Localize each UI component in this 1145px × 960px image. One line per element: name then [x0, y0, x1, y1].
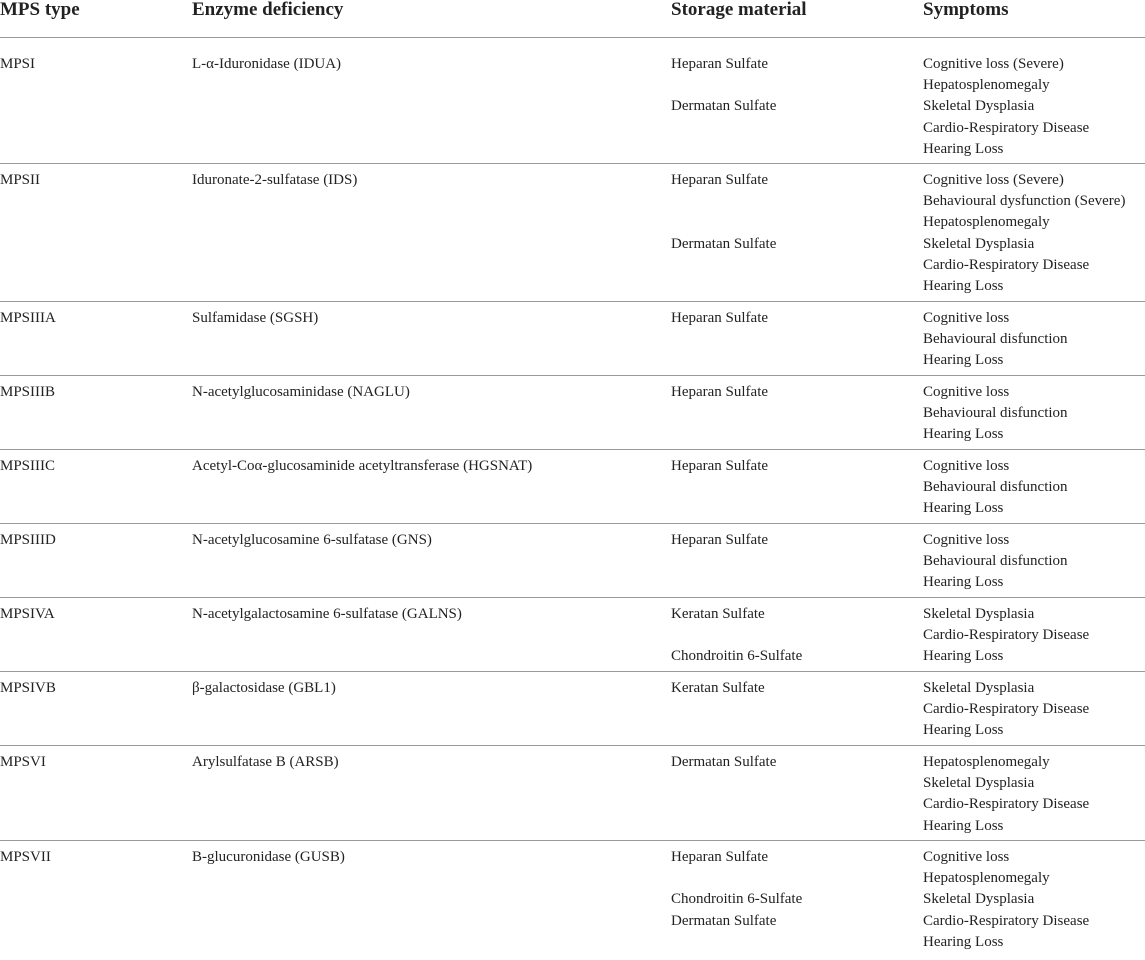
symptom-line: Skeletal Dysplasia	[923, 606, 1035, 622]
symptoms-cell	[923, 308, 1068, 372]
symptom-line: Hearing Loss	[923, 140, 1004, 157]
mps-type-cell: MPSIIIC	[0, 458, 56, 474]
storage-material-line: Chondroitin 6-Sulfate	[671, 891, 803, 908]
symptom-line: Hearing Loss	[923, 426, 1004, 443]
enzyme-deficiency-cell: β-galactosidase (GBL1)	[192, 680, 336, 696]
mps-type-cell: MPSIIID	[0, 532, 56, 548]
mps-type-cell: MPSI	[0, 56, 36, 72]
mps-type-cell: MPSIIIB	[0, 384, 56, 400]
symptom-line: Cardio-Respiratory Disease	[923, 912, 1090, 929]
symptoms-cell	[923, 456, 1068, 520]
symptom-line: Cardio-Respiratory Disease	[923, 796, 1090, 813]
row-separator	[0, 449, 1145, 450]
storage-material-line: Dermatan Sulfate	[671, 912, 777, 929]
symptoms-cell	[923, 847, 1089, 953]
symptom-line: Hearing Loss	[923, 933, 1004, 950]
symptom-line: Cognitive loss	[923, 458, 1010, 474]
mps-type-cell: MPSIVA	[0, 606, 55, 622]
storage-material-cell	[671, 54, 776, 118]
row-separator	[0, 163, 1145, 164]
symptom-line: Skeletal Dysplasia	[923, 680, 1035, 696]
symptoms-cell	[923, 382, 1068, 446]
symptoms-cell	[923, 604, 1089, 668]
storage-material-line: Dermatan Sulfate	[671, 98, 777, 115]
symptom-line: Cognitive loss	[923, 384, 1010, 400]
storage-material-cell	[671, 604, 802, 668]
row-separator	[0, 301, 1145, 302]
symptom-line: Behavioural disfunction	[923, 479, 1068, 496]
symptom-line: Behavioural disfunction	[923, 553, 1068, 570]
row-separator	[0, 523, 1145, 524]
storage-material-line: Heparan Sulfate	[671, 56, 769, 72]
mps-type-cell: MPSIVB	[0, 680, 56, 696]
symptom-line: Skeletal Dysplasia	[923, 775, 1035, 792]
mps-type-cell: MPSII	[0, 172, 41, 188]
storage-material-line	[671, 191, 776, 212]
symptoms-cell	[923, 678, 1089, 742]
storage-material-line: Heparan Sulfate	[671, 310, 769, 326]
mps-type-cell: MPSVII	[0, 849, 51, 865]
symptoms-cell	[923, 530, 1068, 594]
storage-material-cell	[671, 382, 768, 403]
symptom-line: Cognitive loss (Severe)	[923, 56, 1064, 72]
enzyme-deficiency-cell: Arylsulfatase B (ARSB)	[192, 754, 339, 770]
storage-material-line: Chondroitin 6-Sulfate	[671, 648, 803, 665]
symptom-line: Hepatosplenomegaly	[923, 870, 1050, 887]
storage-material-line: Heparan Sulfate	[671, 458, 769, 474]
symptom-line: Cardio-Respiratory Disease	[923, 701, 1090, 718]
enzyme-deficiency-cell: N-acetylglucosaminidase (NAGLU)	[192, 384, 410, 400]
storage-material-line: Heparan Sulfate	[671, 172, 769, 188]
symptoms-cell	[923, 170, 1125, 297]
storage-material-line	[671, 625, 802, 646]
symptom-line: Cognitive loss	[923, 310, 1010, 326]
storage-material-line: Heparan Sulfate	[671, 849, 769, 865]
header-storage-material: Storage material	[671, 0, 807, 20]
storage-material-line: Keratan Sulfate	[671, 680, 765, 696]
symptom-line: Cardio-Respiratory Disease	[923, 256, 1090, 273]
symptom-line: Hearing Loss	[923, 648, 1004, 665]
header-enzyme-deficiency: Enzyme deficiency	[192, 0, 344, 20]
header-mps-type: MPS type	[0, 0, 80, 20]
storage-material-cell	[671, 530, 768, 551]
symptom-line: Hearing Loss	[923, 500, 1004, 517]
header-rule	[0, 37, 1145, 38]
symptom-line: Behavioural disfunction	[923, 405, 1068, 422]
storage-material-line	[671, 212, 776, 233]
symptom-line: Cognitive loss	[923, 532, 1010, 548]
symptom-line: Hearing Loss	[923, 574, 1004, 591]
symptom-line: Hearing Loss	[923, 277, 1004, 294]
symptom-line: Cognitive loss (Severe)	[923, 172, 1064, 188]
storage-material-line	[671, 868, 802, 889]
row-separator	[0, 671, 1145, 672]
storage-material-cell	[671, 847, 802, 932]
row-separator	[0, 597, 1145, 598]
symptom-line: Cognitive loss	[923, 849, 1010, 865]
enzyme-deficiency-cell: Acetyl-Coα-glucosaminide acetyltransferase (HGSNAT)	[192, 458, 533, 474]
symptom-line: Hearing Loss	[923, 352, 1004, 369]
symptom-line: Skeletal Dysplasia	[923, 98, 1035, 115]
symptoms-cell	[923, 752, 1089, 837]
storage-material-cell	[671, 170, 776, 255]
mps-type-cell: MPSIIIA	[0, 310, 56, 326]
storage-material-line: Keratan Sulfate	[671, 606, 765, 622]
symptom-line: Hepatosplenomegaly	[923, 214, 1050, 231]
storage-material-line: Heparan Sulfate	[671, 384, 769, 400]
enzyme-deficiency-cell: N-acetylglucosamine 6-sulfatase (GNS)	[192, 532, 432, 548]
symptom-line: Skeletal Dysplasia	[923, 235, 1035, 252]
row-separator	[0, 745, 1145, 746]
storage-material-line: Heparan Sulfate	[671, 532, 769, 548]
enzyme-deficiency-cell: B-glucuronidase (GUSB)	[192, 849, 345, 865]
storage-material-line	[671, 75, 776, 96]
storage-material-cell	[671, 308, 768, 329]
symptom-line: Hepatosplenomegaly	[923, 77, 1050, 94]
storage-material-cell	[671, 678, 765, 699]
symptom-line: Hearing Loss	[923, 817, 1004, 834]
storage-material-line: Dermatan Sulfate	[671, 235, 777, 252]
symptoms-cell	[923, 54, 1089, 160]
symptom-line: Cardio-Respiratory Disease	[923, 119, 1090, 136]
symptom-line: Skeletal Dysplasia	[923, 891, 1035, 908]
enzyme-deficiency-cell: L-α-Iduronidase (IDUA)	[192, 56, 342, 72]
symptom-line: Behavioural dysfunction (Severe)	[923, 193, 1126, 210]
mps-type-cell: MPSVI	[0, 754, 46, 770]
storage-material-cell	[671, 752, 776, 773]
row-separator	[0, 840, 1145, 841]
enzyme-deficiency-cell: N-acetylgalactosamine 6-sulfatase (GALNS)	[192, 606, 462, 622]
symptom-line: Hearing Loss	[923, 722, 1004, 739]
symptom-line: Behavioural disfunction	[923, 331, 1068, 348]
enzyme-deficiency-cell: Iduronate-2-sulfatase (IDS)	[192, 172, 358, 188]
symptom-line: Cardio-Respiratory Disease	[923, 627, 1090, 644]
enzyme-deficiency-cell: Sulfamidase (SGSH)	[192, 310, 319, 326]
row-separator	[0, 375, 1145, 376]
header-symptoms: Symptoms	[923, 0, 1009, 20]
symptom-line: Hepatosplenomegaly	[923, 754, 1050, 770]
storage-material-line: Dermatan Sulfate	[671, 754, 777, 770]
storage-material-cell	[671, 456, 768, 477]
